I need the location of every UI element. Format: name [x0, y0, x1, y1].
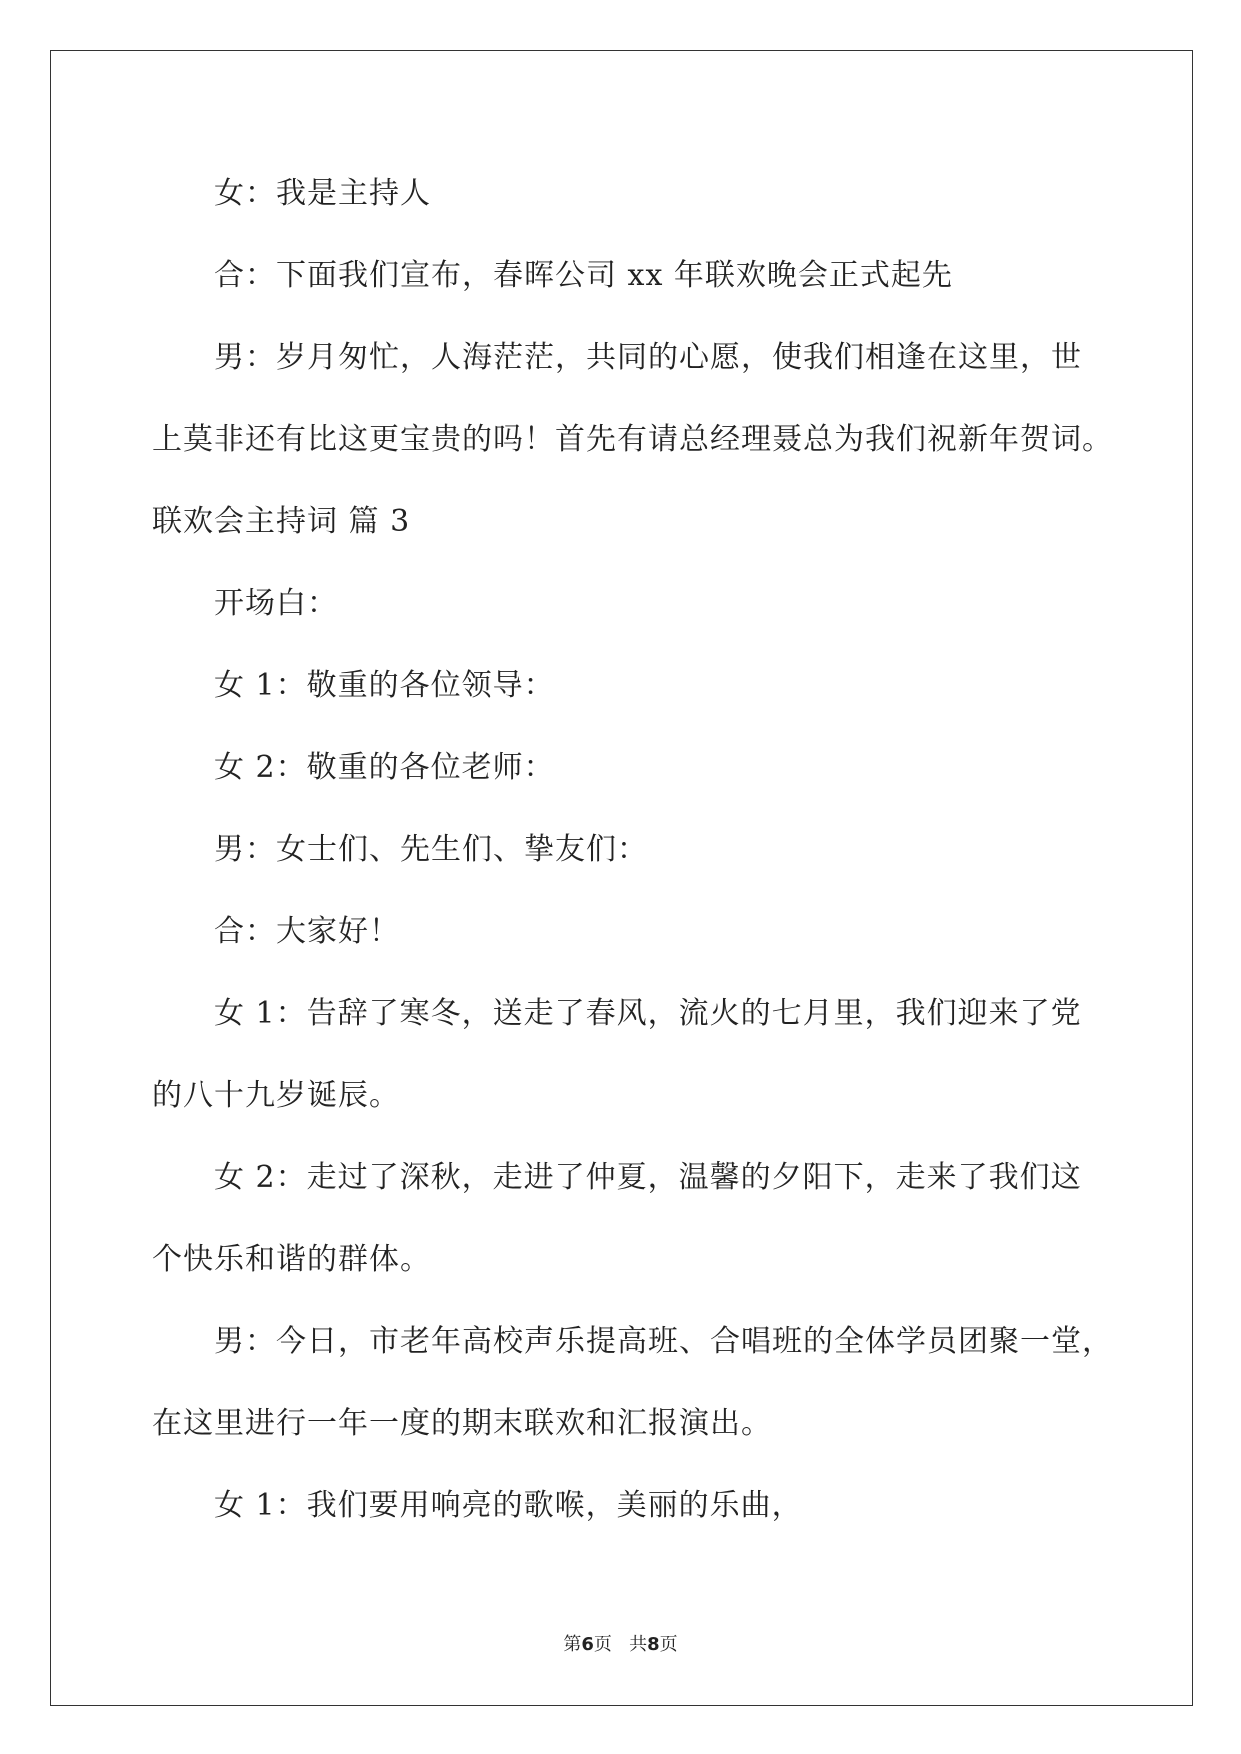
paragraph-line: 男：女士们、先生们、挚友们：	[214, 832, 648, 867]
paragraph-line: 女：我是主持人	[214, 176, 431, 211]
paragraph-line: 的八十九岁诞辰。	[152, 1078, 400, 1113]
paragraph-line: 男：岁月匆忙，人海茫茫，共同的心愿，使我们相逢在这里，世	[214, 340, 1082, 375]
paragraph-line: 合：大家好！	[214, 914, 400, 949]
paragraph-line: 上莫非还有比这更宝贵的吗！首先有请总经理聂总为我们祝新年贺词。	[152, 422, 1113, 457]
paragraph-line: 女 1：敬重的各位领导：	[214, 668, 555, 703]
paragraph-line: 合：下面我们宣布，春晖公司 xx 年联欢晚会正式起先	[214, 258, 953, 293]
document-body	[152, 168, 1112, 1562]
footer-page-unit: 页	[593, 1634, 612, 1655]
total-pages-number: 8	[647, 1634, 660, 1655]
page-footer	[0, 1630, 1241, 1656]
paragraph-line: 女 2：走过了深秋，走进了仲夏，温馨的夕阳下，走来了我们这	[214, 1160, 1082, 1195]
paragraph-line: 男：今日，市老年高校声乐提高班、合唱班的全体学员团聚一堂，	[214, 1324, 1113, 1359]
paragraph-line: 女 1：告辞了寒冬，送走了春风，流火的七月里，我们迎来了党	[214, 996, 1082, 1031]
paragraph-line: 女 1：我们要用响亮的歌喉，美丽的乐曲，	[214, 1488, 803, 1523]
paragraph-line: 开场白：	[214, 586, 338, 621]
paragraph-line: 个快乐和谐的群体。	[152, 1242, 431, 1277]
footer-prefix: 第	[563, 1634, 582, 1655]
footer-total-unit: 页	[659, 1634, 678, 1655]
current-page-number: 6	[581, 1634, 594, 1655]
section-heading: 联欢会主持词 篇 3	[152, 504, 411, 539]
paragraph-line: 在这里进行一年一度的期末联欢和汇报演出。	[152, 1406, 772, 1441]
paragraph-line: 女 2：敬重的各位老师：	[214, 750, 555, 785]
footer-total-prefix: 共	[629, 1634, 648, 1655]
